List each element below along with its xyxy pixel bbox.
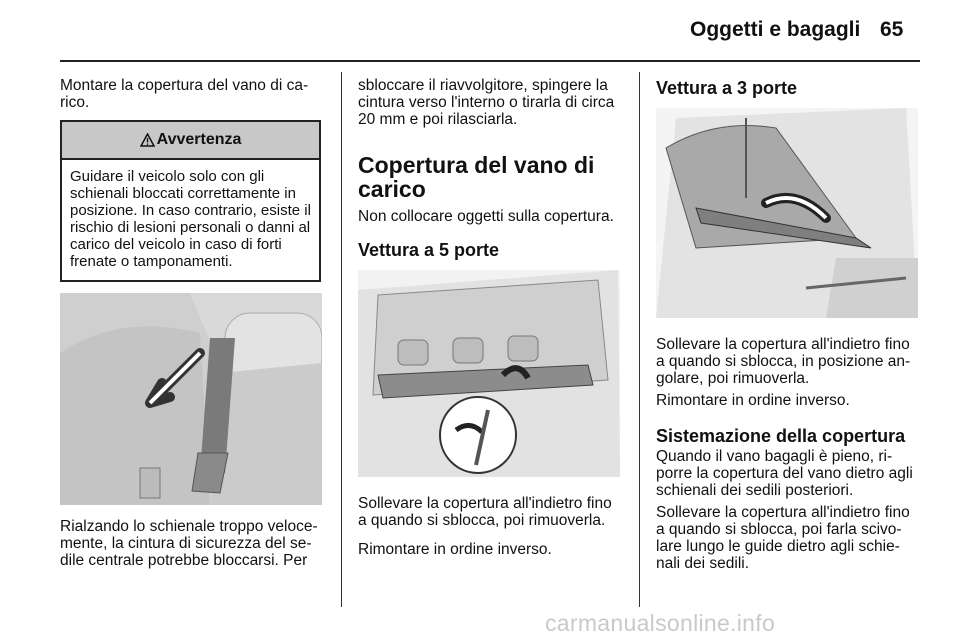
- intro-text: Montare la copertura del vano di ca- rico.: [60, 77, 309, 111]
- header-rule: [60, 60, 920, 62]
- warning-box: [60, 120, 321, 282]
- warning-body: Guidare il veicolo solo con gli schienali bloccati correttamente in posizione. In caso contrario, esiste il rischio di lesioni personali o danni al carico del veicolo in caso di forti frenate o tamponamenti.: [70, 168, 311, 270]
- seatbelt-illustration: [60, 293, 322, 505]
- storage-title: Sistemazione della copertura: [656, 426, 906, 446]
- section-intro: Non collocare oggetti sulla copertura.: [358, 208, 614, 225]
- after-figure-5-door-text: Sollevare la copertura all'indietro fino a quando si sblocca, poi rimuoverla.: [358, 495, 612, 529]
- reassemble-3-door-text: Rimontare in ordine inverso.: [656, 392, 850, 409]
- page-header-title: Oggetti e bagagli: [690, 18, 861, 41]
- after-figure-3-door-text: Sollevare la copertura all'indietro fino a quando si sblocca, in posizione an- golare, poi rimuoverla.: [656, 336, 911, 387]
- warning-header: [62, 122, 319, 160]
- page-number: 65: [880, 18, 904, 41]
- warning-triangle-icon: [140, 133, 155, 147]
- subsection-5-door-title: Vettura a 5 porte: [358, 240, 500, 260]
- continued-text: sbloccare il riavvolgitore, spingere la cintura verso l'interno o tirarla di circa 20 mm e poi rilasciarla.: [358, 77, 615, 128]
- section-title: Copertura del vano di carico: [358, 152, 595, 202]
- storage-paragraph-2: Sollevare la copertura all'indietro fino a quando si sblocca, poi farla scivo- lare lungo le guide dietro agli schie- nali dei sedili.: [656, 504, 910, 572]
- warning-title: Avvertenza: [156, 131, 242, 148]
- storage-paragraph-1: Quando il vano bagagli è pieno, ri- porre la copertura del vano dietro agli schienali dei sedili posteriori.: [656, 448, 913, 499]
- column-divider-1: [341, 72, 342, 607]
- figure-note-text: Rialzando lo schienale troppo veloce- mente, la cintura di sicurezza del se- dile centrale potrebbe bloccarsi. Per: [60, 518, 318, 569]
- reassemble-5-door-text: Rimontare in ordine inverso.: [358, 541, 552, 558]
- column-divider-2: [639, 72, 640, 607]
- watermark: carmanualsonline.info: [545, 610, 776, 636]
- cargo-cover-3-door-illustration: [656, 108, 918, 318]
- cargo-cover-5-door-illustration: [358, 270, 620, 477]
- subsection-3-door-title: Vettura a 3 porte: [656, 78, 798, 98]
